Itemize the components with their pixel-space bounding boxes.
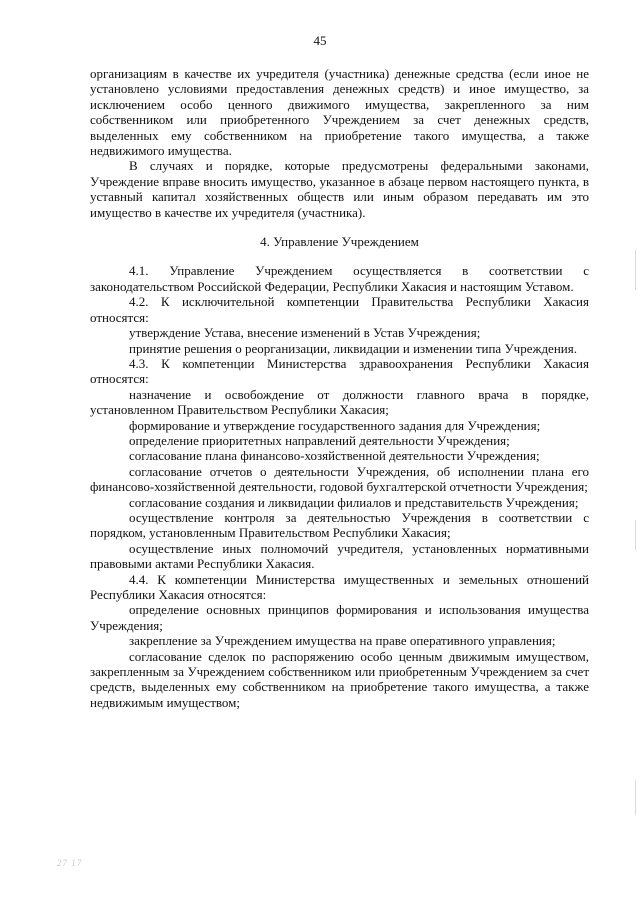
- document-body: [90, 66, 589, 710]
- list-item: закрепление за Учреждением имущества на праве оперативного управления;: [129, 633, 556, 649]
- paragraph-4-1: 4.1. Управление Учреждением осуществляется в соответствии с законодательством Российской Федерации, Республики Хакасия и настоящим Уставом.: [90, 263, 589, 294]
- list-item: согласование сделок по распоряжению особо ценным движимым имуществом, закрепленным за Учреждением собственником или приобретенным Учреждением за счет средств, выделенных ему собственником на приобретение такого имущества, а также недвижимым имуществом;: [90, 648, 589, 710]
- list-item: согласование плана финансово-хозяйственной деятельности Учреждения;: [129, 448, 540, 464]
- list-item: принятие решения о реорганизации, ликвидации и изменении типа Учреждения.: [129, 340, 577, 356]
- scan-edge-mark: [635, 250, 636, 290]
- list-item: определение приоритетных направлений деятельности Учреждения;: [129, 432, 510, 448]
- paragraph-top-2: В случаях и порядке, которые предусмотрены федеральными законами, Учреждение вправе вносить имущество, указанное в абзаце первом настоящего пункта, в уставный капитал хозяйственных обществ или иным образом передавать им это имущество в качестве их учредителя (участника).: [90, 158, 589, 220]
- list-item: осуществление контроля за деятельностью Учреждения в соответствии с порядком, установленным Правительством Республики Хакасия;: [90, 509, 589, 541]
- page-number: 45: [313, 33, 327, 48]
- paragraph-top-1: организациям в качестве их учредителя (участника) денежные средства (если иное не установлено условиями предоставления денежных средств) и иное имущество, за исключением особо ценного движимого имущества, закрепленного за ним собственником или приобретенного Учреждением за счет денежных средств, выделенных ему собственником на приобретение такого имущества, а также недвижимого имущества.: [90, 66, 589, 159]
- list-item: утверждение Устава, внесение изменений в Устав Учреждения;: [129, 325, 481, 341]
- section-heading: 4. Управление Учреждением: [260, 234, 419, 250]
- list-item: осуществление иных полномочий учредителя, установленных нормативными правовыми актами Республики Хакасия.: [90, 540, 589, 572]
- paragraph-4-4: 4.4. К компетенции Министерства имущественных и земельных отношений Республики Хакасия относятся:: [90, 571, 589, 602]
- list-item: назначение и освобождение от должности главного врача в порядке, установленном Правительством Республики Хакасия;: [90, 386, 589, 418]
- list-item: определение основных принципов формирования и использования имущества Учреждения;: [90, 602, 589, 633]
- scan-edge-mark: [635, 780, 636, 815]
- list-item: согласование создания и ликвидации филиалов и представительств Учреждения;: [129, 494, 579, 510]
- footer-stamp: 27 17: [57, 858, 83, 868]
- list-item: формирование и утверждение государственного задания для Учреждения;: [129, 417, 541, 433]
- paragraph-4-2: 4.2. К исключительной компетенции Правительства Республики Хакасия относятся:: [90, 294, 589, 325]
- list-item: согласование отчетов о деятельности Учреждения, об исполнении плана его финансово-хозяйственной деятельности, годовой бухгалтерской отчетности Учреждения;: [90, 463, 589, 495]
- paragraph-4-3: 4.3. К компетенции Министерства здравоохранения Республики Хакасия относятся:: [90, 355, 589, 387]
- scan-edge-mark: [635, 520, 636, 550]
